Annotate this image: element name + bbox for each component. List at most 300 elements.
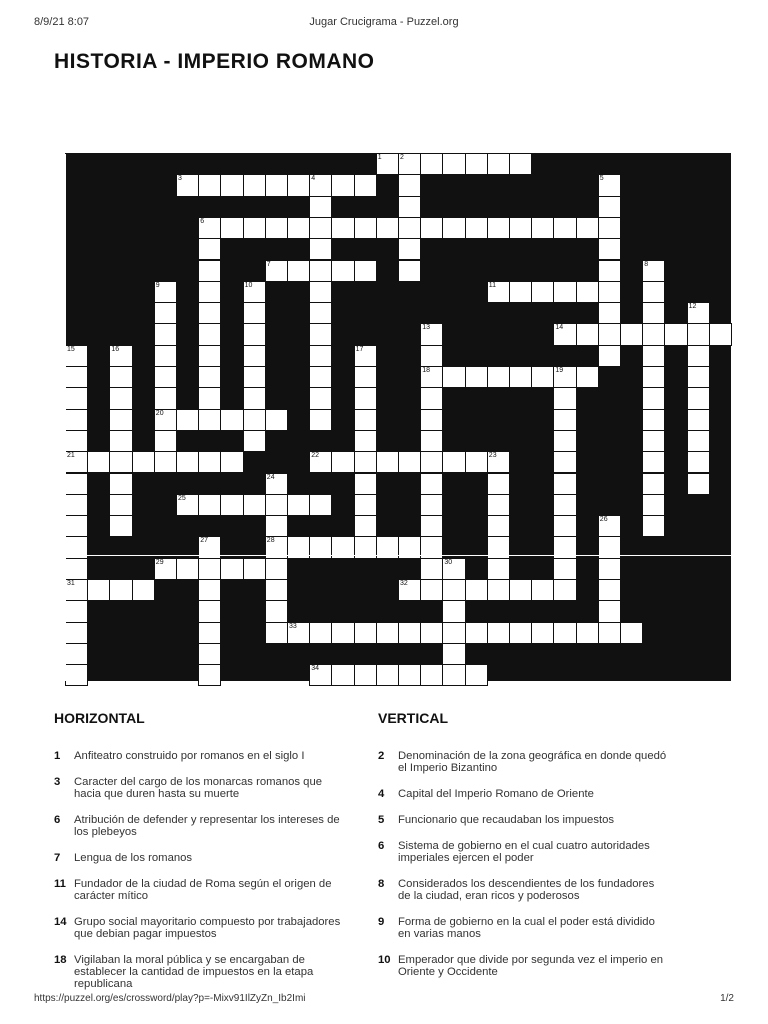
crossword-cell[interactable] bbox=[154, 281, 177, 303]
crossword-cell[interactable] bbox=[154, 430, 177, 452]
crossword-cell[interactable] bbox=[442, 451, 465, 473]
crossword-cell[interactable] bbox=[420, 217, 443, 239]
crossword-cell[interactable] bbox=[309, 174, 332, 196]
crossword-cell[interactable] bbox=[65, 345, 88, 367]
crossword-cell[interactable] bbox=[642, 260, 665, 282]
cell-number: 7 bbox=[266, 260, 271, 268]
crossword-cell[interactable] bbox=[287, 217, 310, 239]
crossword-cell[interactable] bbox=[553, 451, 576, 473]
crossword-cell[interactable] bbox=[154, 558, 177, 580]
crossword-cell[interactable] bbox=[220, 494, 243, 516]
crossword-cell[interactable] bbox=[687, 451, 710, 473]
crossword-cell[interactable] bbox=[198, 238, 221, 260]
crossword-cell[interactable] bbox=[598, 302, 621, 324]
crossword-cell[interactable] bbox=[65, 409, 88, 431]
crossword-cell[interactable] bbox=[331, 174, 354, 196]
crossword-cell[interactable] bbox=[220, 174, 243, 196]
clue-item bbox=[54, 878, 344, 902]
crossword-cell[interactable] bbox=[598, 196, 621, 218]
cell-number: 22 bbox=[311, 452, 319, 460]
crossword-cell[interactable] bbox=[309, 494, 332, 516]
crossword-cell[interactable] bbox=[87, 451, 110, 473]
crossword-cell[interactable] bbox=[598, 174, 621, 196]
crossword-cell[interactable] bbox=[220, 217, 243, 239]
crossword-cell[interactable] bbox=[642, 451, 665, 473]
cell-number: 11 bbox=[488, 281, 497, 289]
crossword-cell[interactable] bbox=[265, 622, 288, 644]
crossword-cell[interactable] bbox=[220, 558, 243, 580]
crossword-cell[interactable] bbox=[354, 366, 377, 388]
crossword-cell[interactable] bbox=[398, 260, 421, 282]
crossword-cell[interactable] bbox=[420, 323, 443, 345]
crossword-cell[interactable] bbox=[687, 473, 710, 495]
crossword-cell[interactable] bbox=[642, 323, 665, 345]
crossword-cell[interactable] bbox=[465, 622, 488, 644]
crossword-cell[interactable] bbox=[309, 196, 332, 218]
crossword-cell[interactable] bbox=[487, 515, 510, 537]
crossword-cell[interactable] bbox=[509, 366, 532, 388]
crossword-cell[interactable] bbox=[198, 281, 221, 303]
crossword-cell[interactable] bbox=[576, 323, 599, 345]
crossword-cell[interactable] bbox=[331, 217, 354, 239]
crossword-cell[interactable] bbox=[598, 281, 621, 303]
crossword-cell[interactable] bbox=[509, 622, 532, 644]
crossword-cell[interactable] bbox=[354, 217, 377, 239]
crossword-cell[interactable] bbox=[154, 366, 177, 388]
crossword-cell[interactable] bbox=[309, 409, 332, 431]
crossword-cell[interactable] bbox=[531, 366, 554, 388]
crossword-cell[interactable] bbox=[420, 409, 443, 431]
crossword-cell[interactable] bbox=[687, 409, 710, 431]
crossword-cell[interactable] bbox=[598, 515, 621, 537]
clue-text: Emperador que divide por segunda vez el imperio en Oriente y Occidente bbox=[398, 954, 664, 978]
crossword-cell[interactable] bbox=[642, 281, 665, 303]
crossword-cell[interactable] bbox=[309, 260, 332, 282]
print-page-title: Jugar Crucigrama - Puzzel.org bbox=[309, 16, 459, 28]
crossword-cell[interactable] bbox=[442, 664, 465, 686]
crossword-cell[interactable] bbox=[687, 345, 710, 367]
cell-number: 24 bbox=[266, 473, 275, 481]
crossword-cell[interactable] bbox=[553, 579, 576, 601]
crossword-cell[interactable] bbox=[198, 366, 221, 388]
crossword-cell[interactable] bbox=[598, 345, 621, 367]
crossword-cell[interactable] bbox=[287, 494, 310, 516]
crossword-cell[interactable] bbox=[65, 558, 88, 580]
crossword-cell[interactable] bbox=[642, 345, 665, 367]
crossword-cell[interactable] bbox=[198, 217, 221, 239]
crossword-cell[interactable] bbox=[243, 174, 266, 196]
crossword-cell[interactable] bbox=[354, 664, 377, 686]
crossword-cell[interactable] bbox=[309, 345, 332, 367]
crossword-cell[interactable] bbox=[576, 366, 599, 388]
crossword-cell[interactable] bbox=[265, 260, 288, 282]
crossword-cell[interactable] bbox=[576, 281, 599, 303]
clue-number: 9 bbox=[378, 916, 385, 928]
crossword-grid bbox=[65, 153, 731, 681]
crossword-cell[interactable] bbox=[509, 281, 532, 303]
crossword-cell[interactable] bbox=[87, 579, 110, 601]
crossword-cell[interactable] bbox=[465, 451, 488, 473]
crossword-cell[interactable] bbox=[243, 345, 266, 367]
crossword-cell[interactable] bbox=[354, 473, 377, 495]
crossword-cell[interactable] bbox=[687, 387, 710, 409]
crossword-cell[interactable] bbox=[243, 281, 266, 303]
crossword-cell[interactable] bbox=[309, 664, 332, 686]
crossword-cell[interactable] bbox=[331, 451, 354, 473]
crossword-cell[interactable] bbox=[664, 323, 687, 345]
clue-item bbox=[54, 954, 344, 990]
crossword-cell[interactable] bbox=[487, 473, 510, 495]
crossword-cell[interactable] bbox=[620, 622, 643, 644]
crossword-cell[interactable] bbox=[620, 323, 643, 345]
crossword-cell[interactable] bbox=[598, 323, 621, 345]
crossword-cell[interactable] bbox=[509, 579, 532, 601]
crossword-cell[interactable] bbox=[420, 558, 443, 580]
crossword-cell[interactable] bbox=[243, 217, 266, 239]
crossword-cell[interactable] bbox=[598, 260, 621, 282]
crossword-cell[interactable] bbox=[553, 558, 576, 580]
crossword-cell[interactable] bbox=[354, 430, 377, 452]
crossword-cell[interactable] bbox=[642, 430, 665, 452]
crossword-cell[interactable] bbox=[487, 494, 510, 516]
crossword-cell[interactable] bbox=[354, 515, 377, 537]
crossword-cell[interactable] bbox=[553, 473, 576, 495]
crossword-cell[interactable] bbox=[642, 387, 665, 409]
crossword-cell[interactable] bbox=[376, 217, 399, 239]
crossword-cell[interactable] bbox=[354, 387, 377, 409]
crossword-cell[interactable] bbox=[687, 302, 710, 324]
crossword-cell[interactable] bbox=[509, 153, 532, 175]
clue-number: 6 bbox=[378, 840, 385, 852]
crossword-cell[interactable] bbox=[442, 579, 465, 601]
clue-item bbox=[54, 750, 344, 762]
clue-text: Fundador de la ciudad de Roma según el origen de carácter mítico bbox=[74, 878, 332, 902]
cell-number: 10 bbox=[244, 281, 253, 289]
crossword-cell[interactable] bbox=[287, 174, 310, 196]
crossword-cell[interactable] bbox=[198, 558, 221, 580]
crossword-cell[interactable] bbox=[265, 515, 288, 537]
crossword-cell[interactable] bbox=[243, 323, 266, 345]
crossword-cell[interactable] bbox=[531, 622, 554, 644]
crossword-cell[interactable] bbox=[198, 302, 221, 324]
crossword-cell[interactable] bbox=[531, 217, 554, 239]
crossword-cell[interactable] bbox=[109, 345, 132, 367]
crossword-cell[interactable] bbox=[420, 153, 443, 175]
crossword-cell[interactable] bbox=[376, 664, 399, 686]
crossword-cell[interactable] bbox=[132, 579, 155, 601]
crossword-cell[interactable] bbox=[65, 664, 88, 686]
crossword-cell[interactable] bbox=[598, 558, 621, 580]
crossword-cell[interactable] bbox=[442, 622, 465, 644]
crossword-cell[interactable] bbox=[420, 387, 443, 409]
crossword-cell[interactable] bbox=[265, 174, 288, 196]
crossword-cell[interactable] bbox=[265, 494, 288, 516]
crossword-cell[interactable] bbox=[198, 260, 221, 282]
crossword-cell[interactable] bbox=[442, 366, 465, 388]
crossword-cell[interactable] bbox=[109, 494, 132, 516]
crossword-cell[interactable] bbox=[109, 430, 132, 452]
crossword-cell[interactable] bbox=[487, 366, 510, 388]
crossword-cell[interactable] bbox=[309, 387, 332, 409]
crossword-cell[interactable] bbox=[309, 302, 332, 324]
crossword-cell[interactable] bbox=[243, 409, 266, 431]
cell-number: 12 bbox=[688, 303, 697, 311]
crossword-cell[interactable] bbox=[354, 494, 377, 516]
crossword-cell[interactable] bbox=[309, 622, 332, 644]
crossword-cell[interactable] bbox=[487, 281, 510, 303]
crossword-cell[interactable] bbox=[553, 409, 576, 431]
clue-number: 3 bbox=[54, 776, 61, 788]
crossword-cell[interactable] bbox=[354, 345, 377, 367]
crossword-cell[interactable] bbox=[65, 579, 88, 601]
crossword-cell[interactable] bbox=[354, 622, 377, 644]
crossword-cell[interactable] bbox=[176, 558, 199, 580]
crossword-cell[interactable] bbox=[598, 600, 621, 622]
crossword-cell[interactable] bbox=[420, 664, 443, 686]
crossword-cell[interactable] bbox=[309, 451, 332, 473]
crossword-cell[interactable] bbox=[109, 473, 132, 495]
crossword-cell[interactable] bbox=[265, 558, 288, 580]
crossword-cell[interactable] bbox=[154, 409, 177, 431]
crossword-cell[interactable] bbox=[154, 302, 177, 324]
crossword-cell[interactable] bbox=[65, 600, 88, 622]
crossword-cell[interactable] bbox=[487, 579, 510, 601]
clue-number: 7 bbox=[54, 852, 61, 864]
crossword-cell[interactable] bbox=[109, 579, 132, 601]
clue-item bbox=[378, 954, 668, 978]
crossword-cell[interactable] bbox=[642, 366, 665, 388]
crossword-cell[interactable] bbox=[331, 622, 354, 644]
crossword-cell[interactable] bbox=[398, 238, 421, 260]
crossword-cell[interactable] bbox=[176, 451, 199, 473]
crossword-cell[interactable] bbox=[420, 345, 443, 367]
crossword-cell[interactable] bbox=[553, 323, 576, 345]
crossword-cell[interactable] bbox=[598, 622, 621, 644]
cell-number: 3 bbox=[178, 175, 182, 183]
cell-number: 23 bbox=[488, 452, 497, 460]
crossword-cell[interactable] bbox=[598, 238, 621, 260]
cell-number: 33 bbox=[289, 622, 297, 630]
crossword-cell[interactable] bbox=[198, 345, 221, 367]
crossword-cell[interactable] bbox=[553, 515, 576, 537]
crossword-cell[interactable] bbox=[487, 217, 510, 239]
crossword-cell[interactable] bbox=[109, 451, 132, 473]
crossword-cell[interactable] bbox=[531, 281, 554, 303]
crossword-cell[interactable] bbox=[576, 622, 599, 644]
crossword-cell[interactable] bbox=[398, 217, 421, 239]
crossword-cell[interactable] bbox=[243, 430, 266, 452]
crossword-cell[interactable] bbox=[420, 451, 443, 473]
crossword-cell[interactable] bbox=[465, 579, 488, 601]
crossword-cell[interactable] bbox=[243, 558, 266, 580]
crossword-cell[interactable] bbox=[420, 366, 443, 388]
crossword-cell[interactable] bbox=[198, 579, 221, 601]
crossword-cell[interactable] bbox=[176, 174, 199, 196]
crossword-cell[interactable] bbox=[442, 600, 465, 622]
clue-text: Caracter del cargo de los monarcas romanos que hacia que duren hasta su muerte bbox=[74, 776, 323, 800]
crossword-cell[interactable] bbox=[109, 409, 132, 431]
crossword-cell[interactable] bbox=[109, 366, 132, 388]
crossword-cell[interactable] bbox=[220, 409, 243, 431]
clue-item bbox=[54, 852, 344, 864]
crossword-cell[interactable] bbox=[220, 451, 243, 473]
crossword-cell[interactable] bbox=[687, 366, 710, 388]
clue-number: 8 bbox=[378, 878, 385, 890]
crossword-cell[interactable] bbox=[198, 387, 221, 409]
crossword-cell[interactable] bbox=[709, 323, 732, 345]
crossword-cell[interactable] bbox=[376, 622, 399, 644]
print-date: 8/9/21 8:07 bbox=[34, 16, 90, 28]
crossword-cell[interactable] bbox=[265, 600, 288, 622]
crossword-cell[interactable] bbox=[398, 664, 421, 686]
crossword-cell[interactable] bbox=[642, 409, 665, 431]
crossword-cell[interactable] bbox=[65, 387, 88, 409]
crossword-cell[interactable] bbox=[265, 579, 288, 601]
clue-text: Lengua de los romanos bbox=[74, 852, 193, 864]
crossword-cell[interactable] bbox=[65, 430, 88, 452]
crossword-cell[interactable] bbox=[576, 217, 599, 239]
crossword-cell[interactable] bbox=[65, 494, 88, 516]
crossword-cell[interactable] bbox=[198, 451, 221, 473]
cell-number: 15 bbox=[67, 345, 75, 353]
crossword-cell[interactable] bbox=[487, 451, 510, 473]
crossword-cell[interactable] bbox=[442, 217, 465, 239]
crossword-cell[interactable] bbox=[309, 281, 332, 303]
crossword-cell[interactable] bbox=[331, 664, 354, 686]
crossword-cell[interactable] bbox=[198, 174, 221, 196]
crossword-cell[interactable] bbox=[465, 664, 488, 686]
crossword-cell[interactable] bbox=[354, 174, 377, 196]
crossword-cell[interactable] bbox=[354, 451, 377, 473]
crossword-cell[interactable] bbox=[420, 515, 443, 537]
crossword-cell[interactable] bbox=[198, 323, 221, 345]
crossword-cell[interactable] bbox=[265, 473, 288, 495]
crossword-cell[interactable] bbox=[65, 622, 88, 644]
crossword-cell[interactable] bbox=[132, 451, 155, 473]
crossword-cell[interactable] bbox=[598, 217, 621, 239]
crossword-cell[interactable] bbox=[309, 366, 332, 388]
crossword-cell[interactable] bbox=[376, 451, 399, 473]
crossword-cell[interactable] bbox=[65, 515, 88, 537]
crossword-cell[interactable] bbox=[109, 387, 132, 409]
crossword-cell[interactable] bbox=[465, 217, 488, 239]
crossword-cell[interactable] bbox=[154, 451, 177, 473]
crossword-cell[interactable] bbox=[553, 217, 576, 239]
crossword-cell[interactable] bbox=[420, 430, 443, 452]
crossword-cell[interactable] bbox=[376, 153, 399, 175]
crossword-cell[interactable] bbox=[154, 345, 177, 367]
crossword-cell[interactable] bbox=[243, 494, 266, 516]
crossword-cell[interactable] bbox=[553, 387, 576, 409]
crossword-cell[interactable] bbox=[287, 260, 310, 282]
clue-text: Anfiteatro construido por romanos en el siglo I bbox=[74, 750, 305, 762]
crossword-cell[interactable] bbox=[398, 174, 421, 196]
crossword-cell[interactable] bbox=[65, 643, 88, 665]
crossword-cell[interactable] bbox=[243, 302, 266, 324]
crossword-cell[interactable] bbox=[553, 622, 576, 644]
crossword-cell[interactable] bbox=[198, 409, 221, 431]
crossword-cell[interactable] bbox=[109, 515, 132, 537]
cell-number: 29 bbox=[155, 558, 164, 566]
crossword-cell[interactable] bbox=[487, 153, 510, 175]
crossword-cell[interactable] bbox=[198, 643, 221, 665]
clue-item bbox=[378, 878, 668, 902]
crossword-cell[interactable] bbox=[398, 622, 421, 644]
crossword-cell[interactable] bbox=[198, 664, 221, 686]
crossword-cell[interactable] bbox=[465, 153, 488, 175]
grid-separator bbox=[65, 154, 66, 681]
crossword-cell[interactable] bbox=[553, 281, 576, 303]
crossword-cell[interactable] bbox=[487, 558, 510, 580]
crossword-cell[interactable] bbox=[331, 260, 354, 282]
crossword-cell[interactable] bbox=[642, 302, 665, 324]
crossword-cell[interactable] bbox=[65, 473, 88, 495]
crossword-cell[interactable] bbox=[198, 600, 221, 622]
crossword-cell[interactable] bbox=[420, 473, 443, 495]
crossword-cell[interactable] bbox=[243, 387, 266, 409]
crossword-cell[interactable] bbox=[65, 366, 88, 388]
crossword-cell[interactable] bbox=[442, 153, 465, 175]
crossword-cell[interactable] bbox=[442, 643, 465, 665]
cell-number: 17 bbox=[355, 345, 364, 353]
cell-number: 19 bbox=[555, 367, 564, 374]
crossword-cell[interactable] bbox=[398, 196, 421, 218]
crossword-cell[interactable] bbox=[309, 323, 332, 345]
crossword-cell[interactable] bbox=[420, 494, 443, 516]
crossword-cell[interactable] bbox=[553, 430, 576, 452]
crossword-cell[interactable] bbox=[642, 494, 665, 516]
crossword-cell[interactable] bbox=[198, 622, 221, 644]
crossword-cell[interactable] bbox=[553, 366, 576, 388]
crossword-cell[interactable] bbox=[243, 366, 266, 388]
crossword-cell[interactable] bbox=[198, 494, 221, 516]
crossword-cell[interactable] bbox=[687, 323, 710, 345]
crossword-cell[interactable] bbox=[398, 579, 421, 601]
crossword-cell[interactable] bbox=[687, 430, 710, 452]
cell-number: 1 bbox=[377, 154, 382, 161]
crossword-cell[interactable] bbox=[509, 217, 532, 239]
crossword-cell[interactable] bbox=[309, 217, 332, 239]
clue-number: 18 bbox=[54, 954, 67, 966]
cell-number: 25 bbox=[178, 494, 186, 502]
crossword-cell[interactable] bbox=[154, 387, 177, 409]
crossword-cell[interactable] bbox=[287, 622, 310, 644]
clue-text: Atribución de defender y representar los intereses de los plebeyos bbox=[74, 814, 340, 838]
crossword-cell[interactable] bbox=[398, 451, 421, 473]
crossword-cell[interactable] bbox=[398, 153, 421, 175]
crossword-cell[interactable] bbox=[176, 494, 199, 516]
crossword-cell[interactable] bbox=[553, 494, 576, 516]
crossword-cell[interactable] bbox=[354, 409, 377, 431]
crossword-cell[interactable] bbox=[642, 515, 665, 537]
crossword-cell[interactable] bbox=[642, 473, 665, 495]
crossword-cell[interactable] bbox=[176, 409, 199, 431]
crossword-cell[interactable] bbox=[265, 409, 288, 431]
crossword-cell[interactable] bbox=[354, 260, 377, 282]
crossword-cell[interactable] bbox=[154, 323, 177, 345]
crossword-cell[interactable] bbox=[598, 579, 621, 601]
crossword-cell[interactable] bbox=[65, 451, 88, 473]
crossword-cell[interactable] bbox=[487, 622, 510, 644]
crossword-cell[interactable] bbox=[465, 366, 488, 388]
crossword-cell[interactable] bbox=[309, 238, 332, 260]
crossword-cell[interactable] bbox=[420, 579, 443, 601]
clue-text: Vigilaban la moral pública y se encargaban de establecer la cantidad de impuestos en la etapa republicana bbox=[74, 954, 314, 990]
crossword-cell[interactable] bbox=[531, 579, 554, 601]
crossword-cell[interactable] bbox=[420, 622, 443, 644]
crossword-cell[interactable] bbox=[265, 217, 288, 239]
crossword-cell[interactable] bbox=[442, 558, 465, 580]
